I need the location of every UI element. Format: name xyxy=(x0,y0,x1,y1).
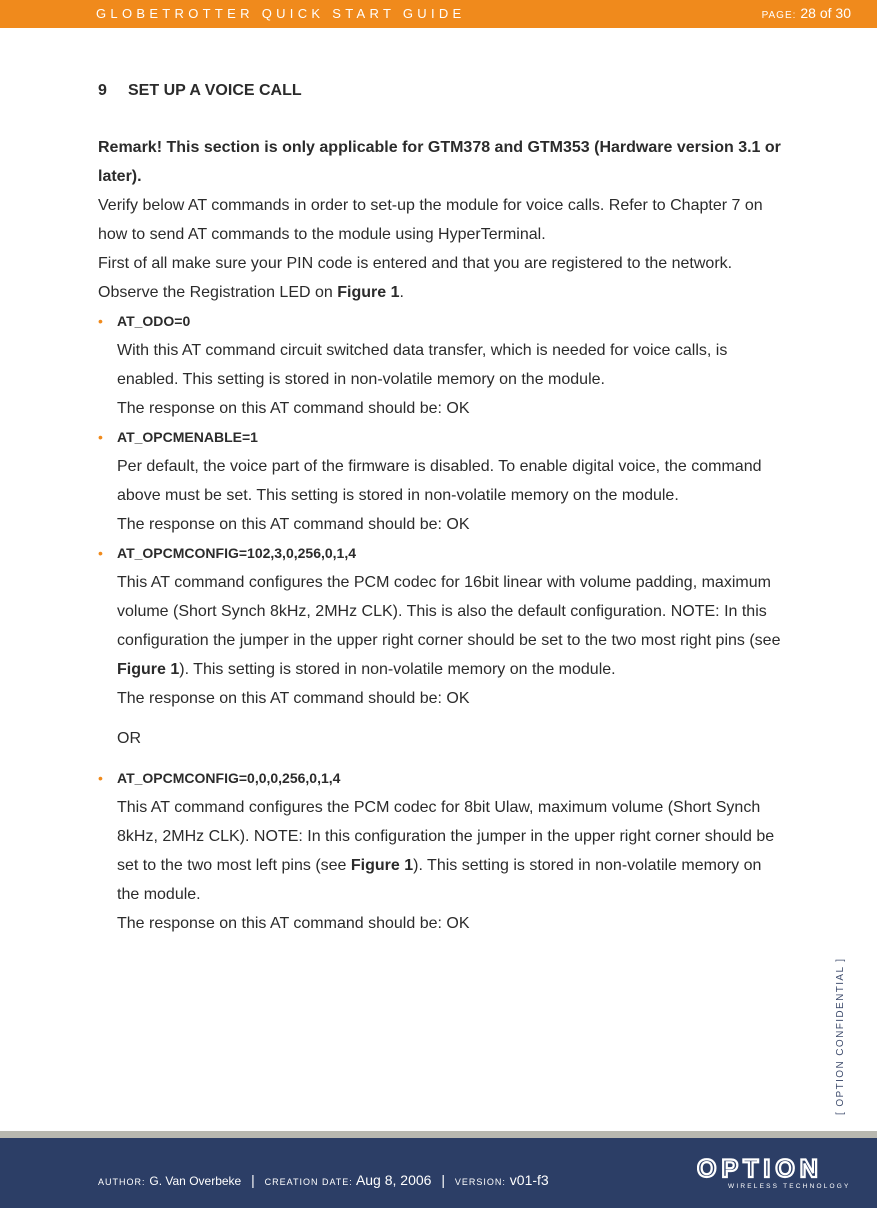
remark-text: Remark! This section is only applicable for GTM378 and GTM353 (Hardware version 3.1 or later). xyxy=(98,139,781,185)
command-description: Per default, the voice part of the firmware is disabled. To enable digital voice, the command above must be set. This setting is stored in non-volatile memory on the module. xyxy=(117,458,762,504)
version-label: VERSION: xyxy=(454,1177,506,1187)
command-name: AT_OPCMENABLE=1 xyxy=(117,429,258,445)
bullet-icon: • xyxy=(98,545,103,561)
footer-divider xyxy=(0,1131,877,1138)
command-item xyxy=(98,764,788,938)
command-response: The response on this AT command should be: OK xyxy=(117,516,470,533)
command-description xyxy=(117,568,788,684)
command-name: AT_OPCMCONFIG=0,0,0,256,0,1,4 xyxy=(117,770,341,786)
page-indicator xyxy=(762,5,851,21)
command-name: AT_ODO=0 xyxy=(117,313,191,329)
or-separator: OR xyxy=(117,730,141,747)
page-label: PAGE: xyxy=(761,10,797,21)
command-description xyxy=(117,793,788,909)
command-item xyxy=(98,307,788,423)
date-label: CREATION DATE: xyxy=(264,1177,353,1187)
command-description: With this AT command circuit switched data transfer, which is needed for voice calls, is enabled. This setting is stored in non-volatile memory on the module. xyxy=(117,342,728,388)
guide-title: GLOBETROTTER QUICK START GUIDE xyxy=(96,6,466,21)
footer-bar xyxy=(0,1138,877,1208)
meta-separator: | xyxy=(251,1172,255,1188)
header-bar xyxy=(0,0,877,28)
date-value: Aug 8, 2006 xyxy=(355,1172,432,1188)
bullet-icon: • xyxy=(98,313,103,329)
confidential-label: [ OPTION CONFIDENTIAL ] xyxy=(835,957,846,1115)
network-paragraph: First of all make sure your PIN code is entered and that you are registered to the network. Observe the Registration LED on Figure 1. xyxy=(98,255,733,301)
network-text: First of all make sure your PIN code is entered and that you are registered to the network. Observe the Registration LED on xyxy=(98,255,733,301)
document-meta xyxy=(98,1172,549,1188)
command-list xyxy=(98,307,788,713)
intro-paragraph: Verify below AT commands in order to set-up the module for voice calls. Refer to Chapter 7 on how to send AT commands to the module using HyperTerminal. xyxy=(98,197,763,243)
command-response: The response on this AT command should be: OK xyxy=(117,915,470,932)
command-response: The response on this AT command should be: OK xyxy=(117,400,470,417)
author-value: G. Van Overbeke xyxy=(149,1174,242,1188)
author-label: AUTHOR: xyxy=(98,1177,146,1187)
logo-tagline: WIRELESS TECHNOLOGY xyxy=(728,1183,851,1190)
figure-reference: Figure 1 xyxy=(337,284,400,301)
section-heading xyxy=(98,76,788,105)
figure-reference: Figure 1 xyxy=(350,857,414,874)
page-value: 28 of 30 xyxy=(800,5,851,21)
command-item xyxy=(98,539,788,713)
bullet-icon: • xyxy=(98,770,103,786)
section-title: SET UP A VOICE CALL xyxy=(128,82,302,99)
command-name: AT_OPCMCONFIG=102,3,0,256,0,1,4 xyxy=(117,545,357,561)
meta-separator: | xyxy=(441,1172,445,1188)
logo-word: OPTION xyxy=(697,1156,823,1183)
version-value: v01-f3 xyxy=(509,1172,549,1188)
bullet-icon: • xyxy=(98,429,103,445)
command-response: The response on this AT command should be: OK xyxy=(117,690,470,707)
page-content xyxy=(98,76,788,938)
option-logo xyxy=(697,1156,851,1190)
command-list xyxy=(98,764,788,938)
command-item xyxy=(98,423,788,539)
figure-reference: Figure 1 xyxy=(117,661,180,678)
description-text: ). This setting is stored in non-volatile memory on the module. xyxy=(117,857,762,903)
description-text: This AT command configures the PCM codec for 16bit linear with volume padding, maximum volume (Short Synch 8kHz, 2MHz CLK). This is also the default configuration. NOTE: In this configuration the jumper in the upper right corner should be set to the two most right pins (see xyxy=(117,574,781,649)
description-text: This AT command configures the PCM codec for 8bit Ulaw, maximum volume (Short Synch 8kHz, 2MHz CLK). NOTE: In this configuration the jumper in the upper right corner should be set to the two most left pins (see xyxy=(117,799,775,874)
description-text: ). This setting is stored in non-volatile memory on the module. xyxy=(179,661,616,678)
section-number: 9 xyxy=(98,82,107,99)
